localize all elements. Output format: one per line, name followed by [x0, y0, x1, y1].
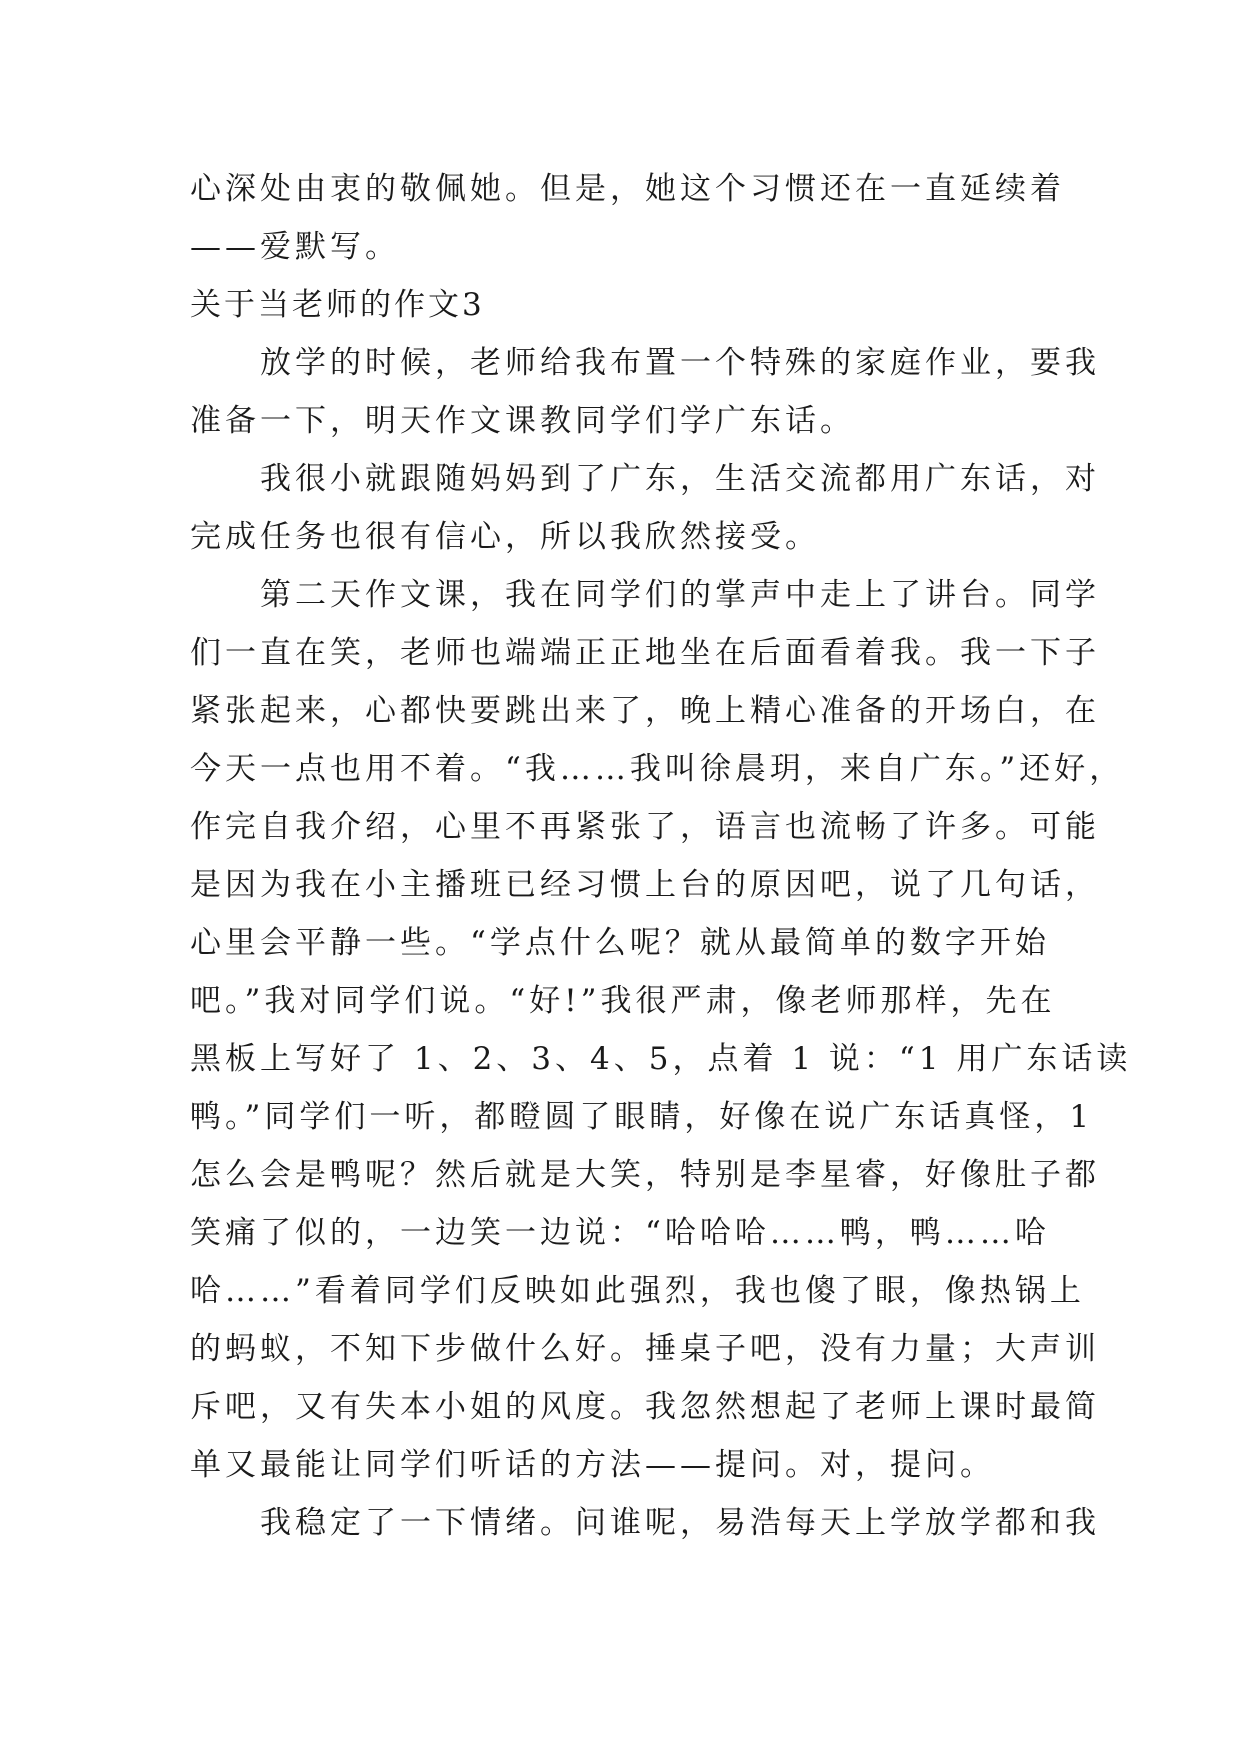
text-line: 们一直在笑，老师也端端正正地坐在后面看着我。我一下子	[190, 635, 1100, 671]
text-line: 第二天作文课，我在同学们的掌声中走上了讲台。同学	[260, 577, 1100, 613]
text-line: 我很小就跟随妈妈到了广东，生活交流都用广东话，对	[260, 461, 1100, 497]
text-line: 放学的时候，老师给我布置一个特殊的家庭作业，要我	[260, 345, 1100, 381]
text-line: ——爱默写。	[190, 229, 400, 265]
text-line: 黑板上写好了 1、2、3、4、5，点着 1 说：“1 用广东话读	[190, 1041, 1132, 1077]
text-line: 心深处由衷的敬佩她。但是，她这个习惯还在一直延续着	[190, 171, 1065, 207]
text-line: 心里会平静一些。“学点什么呢？就从最简单的数字开始	[190, 925, 1050, 961]
text-line: 单又最能让同学们听话的方法——提问。对，提问。	[190, 1447, 995, 1483]
text-line: 我稳定了一下情绪。问谁呢，易浩每天上学放学都和我	[260, 1505, 1100, 1541]
text-line: 的蚂蚁，不知下步做什么好。捶桌子吧，没有力量；大声训	[190, 1331, 1100, 1367]
text-line: 完成任务也很有信心，所以我欣然接受。	[190, 519, 820, 555]
text-line: 笑痛了似的，一边笑一边说：“哈哈哈……鸭，鸭……哈	[190, 1215, 1050, 1251]
text-line: 哈……”看着同学们反映如此强烈，我也傻了眼，像热锅上	[190, 1273, 1085, 1309]
text-line: 作完自我介绍，心里不再紧张了，语言也流畅了许多。可能	[190, 809, 1100, 845]
paragraph-4	[190, 1494, 1100, 1552]
text-line: 怎么会是鸭呢？然后就是大笑，特别是李星睿，好像肚子都	[190, 1157, 1100, 1193]
text-line: 今天一点也用不着。“我……我叫徐晨玥，来自广东。”还好，	[190, 751, 1125, 787]
paragraph-3	[190, 566, 1132, 1494]
continuation-paragraph	[190, 160, 1065, 276]
section-title: 关于当老师的作文3	[190, 287, 485, 323]
text-line: 吧。”我对同学们说。“好!”我很严肃，像老师那样，先在	[190, 983, 1056, 1019]
text-line: 斥吧，又有失本小姐的风度。我忽然想起了老师上课时最简	[190, 1389, 1100, 1425]
text-line: 准备一下，明天作文课教同学们学广东话。	[190, 403, 855, 439]
document-body	[190, 160, 1132, 1552]
paragraph-1	[190, 334, 1100, 450]
text-line: 鸭。”同学们一听，都瞪圆了眼睛，好像在说广东话真怪，1	[190, 1099, 1094, 1135]
text-line: 紧张起来，心都快要跳出来了，晚上精心准备的开场白，在	[190, 693, 1100, 729]
text-line: 是因为我在小主播班已经习惯上台的原因吧，说了几句话，	[190, 867, 1100, 903]
paragraph-2	[190, 450, 1100, 566]
